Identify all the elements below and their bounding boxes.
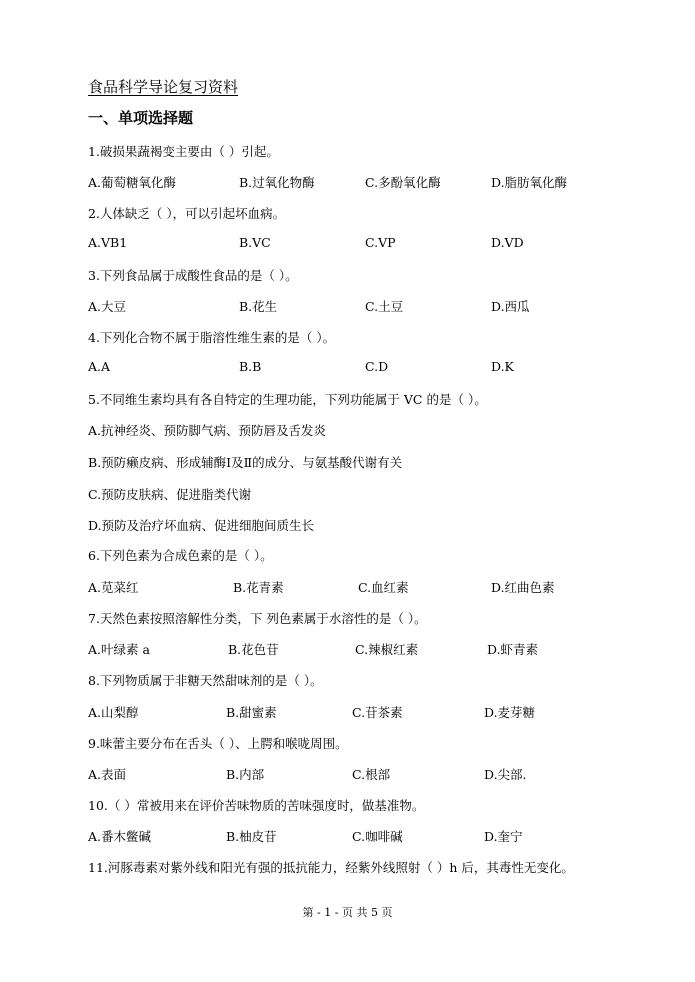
question-3-option-c: C.土豆 bbox=[365, 299, 404, 314]
question-5-option-b: B.预防癞皮病、形成辅酶Ⅰ及Ⅱ的成分、与氨基酸代谢有关 bbox=[88, 455, 403, 470]
question-9-option-c: C.根部 bbox=[352, 767, 391, 782]
question-8: 8.下列物质属于非糖天然甜味剂的是（ ）。 bbox=[88, 673, 323, 688]
question-6-option-d: D.红曲色素 bbox=[491, 580, 555, 595]
question-8-option-a: A.山梨醇 bbox=[88, 705, 139, 720]
question-10-option-b: B.柚皮苷 bbox=[226, 829, 277, 844]
question-9: 9.味蕾主要分布在舌头（ ）、上腭和喉咙周围。 bbox=[88, 736, 348, 751]
question-4-option-d: D.K bbox=[491, 359, 514, 374]
question-6-option-a: A.苋菜红 bbox=[88, 580, 139, 595]
question-1-option-d: D.脂肪氧化酶 bbox=[491, 175, 568, 190]
question-8-option-d: D.麦芽糖 bbox=[484, 705, 536, 720]
question-10-option-d: D.奎宁 bbox=[484, 829, 523, 844]
question-2-option-b: B.VC bbox=[239, 235, 271, 250]
page-footer: 第 - 1 - 页 共 5 页 bbox=[302, 906, 393, 919]
question-3: 3.下列食品属于成酸性食品的是（ ）。 bbox=[88, 268, 298, 283]
question-8-option-c: C.苷茶素 bbox=[352, 705, 403, 720]
section-heading: 一、单项选择题 bbox=[88, 109, 194, 127]
question-1-option-c: C.多酚氧化酶 bbox=[365, 175, 441, 190]
question-2-option-a: A.VB1 bbox=[88, 235, 128, 250]
question-10-option-a: A.番木鳖碱 bbox=[88, 829, 152, 844]
question-5: 5.不同维生素均具有各自特定的生理功能，下列功能属于 VC 的是（ ）。 bbox=[88, 392, 487, 407]
question-2: 2.人体缺乏（ ），可以引起坏血病。 bbox=[88, 206, 286, 221]
question-7-option-a: A.叶绿素 a bbox=[88, 642, 150, 657]
question-11: 11.河豚毒素对紫外线和阳光有强的抵抗能力，经紫外线照射（ ）h 后，其毒性无变化。 bbox=[88, 860, 574, 875]
question-6-option-c: C.血红素 bbox=[358, 580, 409, 595]
question-7-option-c: C.辣椒红素 bbox=[355, 642, 419, 657]
question-5-option-d: D.预防及治疗坏血病、促进细胞间质生长 bbox=[88, 518, 315, 533]
question-9-option-b: B.内部 bbox=[226, 767, 265, 782]
question-5-option-a: A.抗神经炎、预防脚气病、预防唇及舌发炎 bbox=[88, 423, 327, 438]
question-9-option-a: A.表面 bbox=[88, 767, 127, 782]
question-10-option-c: C.咖啡碱 bbox=[352, 829, 403, 844]
question-1-option-b: B.过氧化物酶 bbox=[239, 175, 315, 190]
question-9-option-d: D.尖部. bbox=[484, 767, 527, 782]
question-2-option-d: D.VD bbox=[491, 235, 524, 250]
question-6-option-b: B.花青素 bbox=[233, 580, 284, 595]
question-4: 4.下列化合物不属于脂溶性维生素的是（ ）。 bbox=[88, 330, 336, 345]
question-5-option-c: C.预防皮肤病、促进脂类代谢 bbox=[88, 487, 252, 502]
question-7-option-b: B.花色苷 bbox=[228, 642, 279, 657]
question-7: 7.天然色素按照溶解性分类，下 列色素属于水溶性的是（ ）。 bbox=[88, 611, 427, 626]
question-3-option-d: D.西瓜 bbox=[491, 299, 530, 314]
question-2-option-c: C.VP bbox=[365, 235, 396, 250]
document-title: 食品科学导论复习资料 bbox=[88, 78, 239, 96]
question-3-option-b: B.花生 bbox=[239, 299, 278, 314]
question-10: 10.（ ）常被用来在评价苦味物质的苦味强度时，做基准物。 bbox=[88, 798, 425, 813]
question-8-option-b: B.甜蜜素 bbox=[226, 705, 277, 720]
question-4-option-c: C.D bbox=[365, 359, 389, 374]
question-4-option-a: A.A bbox=[88, 359, 111, 374]
question-1: 1.破损果蔬褐变主要由（ ）引起。 bbox=[88, 144, 279, 159]
question-4-option-b: B.B bbox=[239, 359, 262, 374]
question-6: 6.下列色素为合成色素的是（ ）。 bbox=[88, 548, 273, 563]
question-7-option-d: D.虾青素 bbox=[487, 642, 539, 657]
question-1-option-a: A.葡萄糖氧化酶 bbox=[88, 175, 177, 190]
question-3-option-a: A.大豆 bbox=[88, 299, 127, 314]
